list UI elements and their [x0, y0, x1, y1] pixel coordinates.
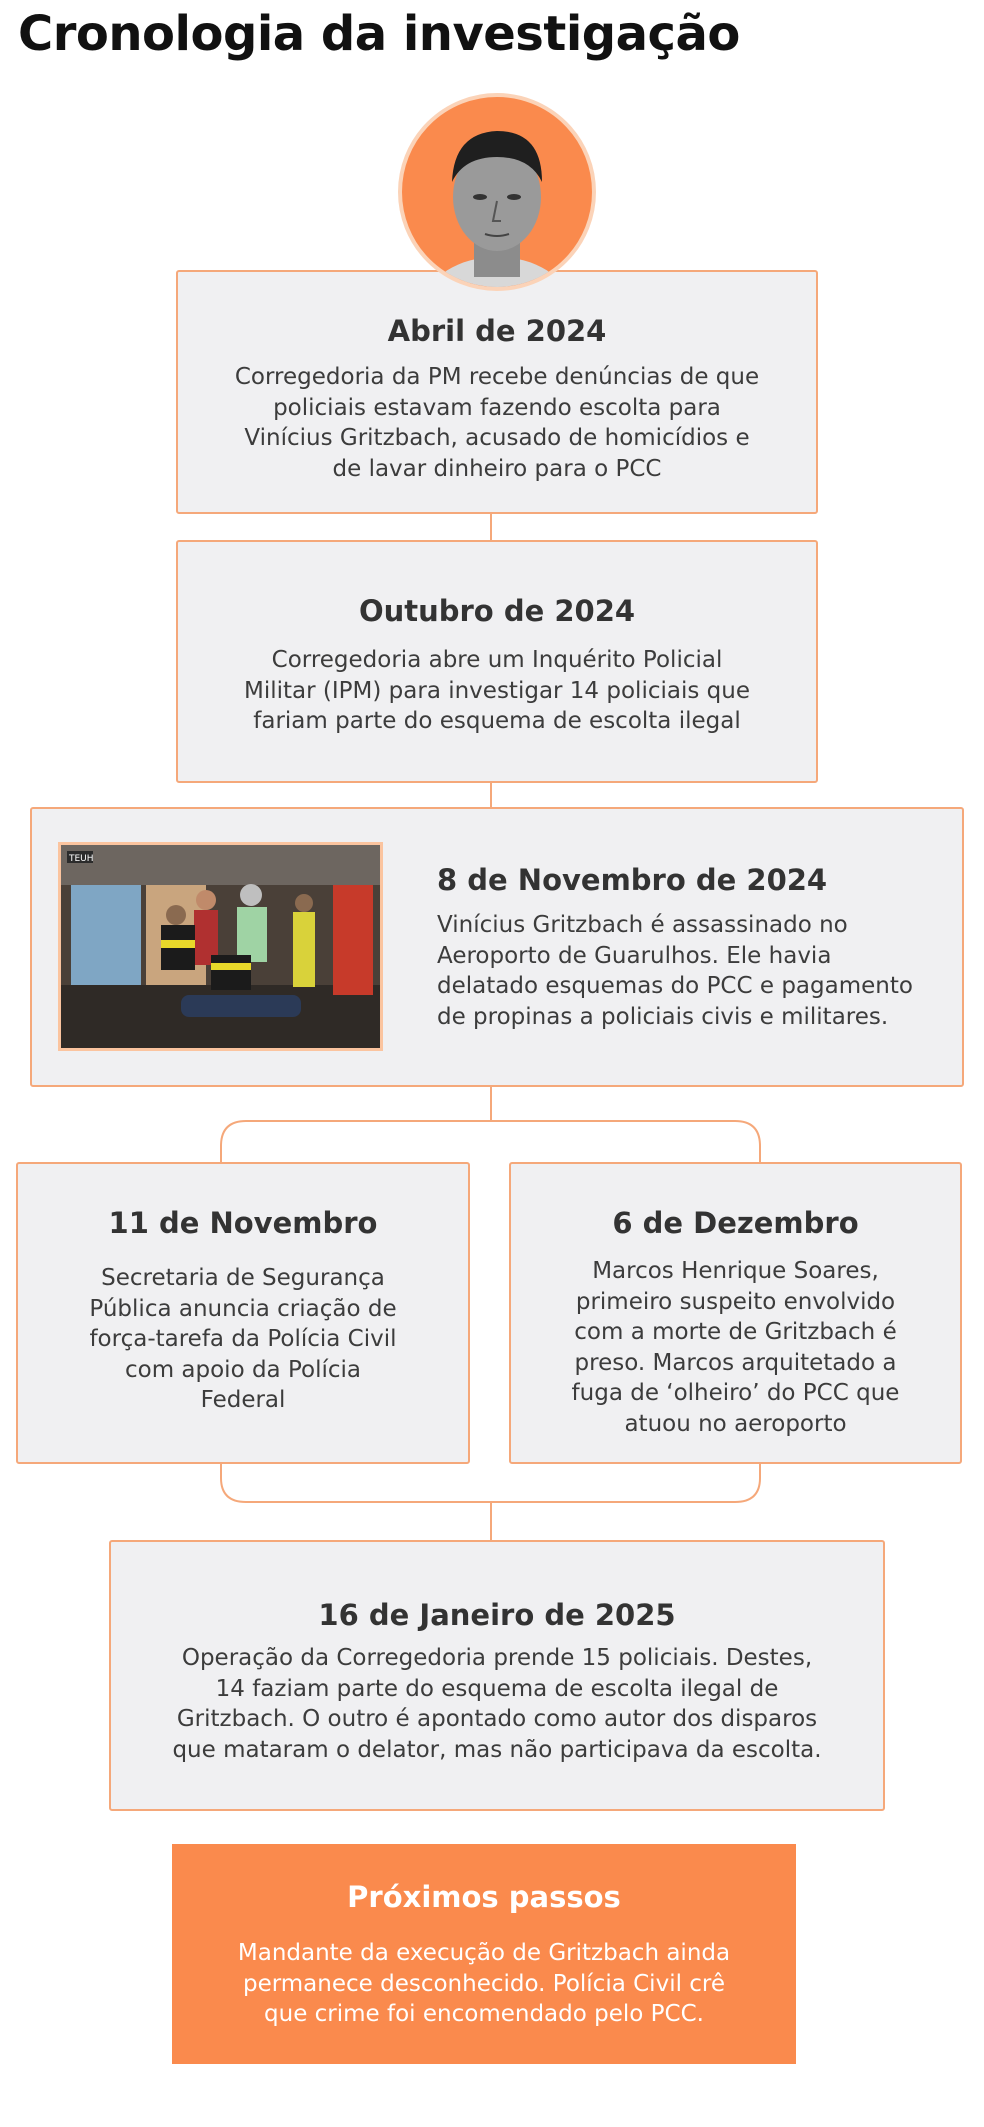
event-text: Corregedoria da PM recebe denúncias de que policiais estavam fazendo escolta para Vinícius Gritzbach, acusado de homicídios e de lavar dinheiro para o PCC — [234, 364, 760, 482]
event-card — [176, 270, 818, 514]
avatar — [398, 93, 596, 291]
event-text: Secretaria de Segurança Pública anuncia criação de força-tarefa da Polícia Civil com apoio da Polícia Federal — [89, 1265, 397, 1413]
event-card — [16, 1162, 470, 1464]
event-date: 16 de Janeiro de 2025 — [318, 1598, 676, 1632]
portrait-image — [402, 97, 592, 287]
next-steps-title: Próximos passos — [347, 1880, 621, 1914]
event-text: Corregedoria abre um Inquérito Policial Militar (IPM) para investigar 14 policiais que fariam parte do esquema de escolta ilegal — [244, 647, 750, 734]
event-text: Operação da Corregedoria prende 15 policiais. Destes, 14 faziam parte do esquema de escolta ilegal de Gritzbach. O outro é apontado como autor dos disparos que mataram o delator, mas não participava da escolta. — [172, 1645, 822, 1763]
next-steps-box — [172, 1844, 796, 2064]
connector-line — [490, 1502, 492, 1540]
event-text: Vinícius Gritzbach é assassinado no Aeroporto de Guarulhos. Ele havia delatado esquemas do PCC e pagamento de propinas a policiais civis e militares. — [437, 912, 913, 1030]
event-card — [109, 1540, 885, 1811]
next-steps-text: Mandante da execução de Gritzbach ainda permanece desconhecido. Polícia Civil crê que crime foi encomendado pelo PCC. — [237, 1940, 731, 2027]
event-date: 6 de Dezembro — [612, 1206, 859, 1240]
event-date: Outubro de 2024 — [358, 594, 636, 628]
page-title: Cronologia da investigação — [18, 6, 740, 62]
event-date: Abril de 2024 — [387, 314, 607, 348]
event-date: 8 de Novembro de 2024 — [437, 863, 828, 897]
photo-sign-text: TEUH — [69, 854, 94, 864]
event-card — [176, 540, 818, 783]
event-date: 11 de Novembro — [108, 1206, 378, 1240]
event-card — [509, 1162, 962, 1464]
event-text: Marcos Henrique Soares, primeiro suspeito envolvido com a morte de Gritzbach é preso. Marcos arquitetado a fuga de ‘olheiro’ do PCC que atuou no aeroporto — [571, 1258, 900, 1437]
airport-scene-photo — [58, 842, 383, 1051]
